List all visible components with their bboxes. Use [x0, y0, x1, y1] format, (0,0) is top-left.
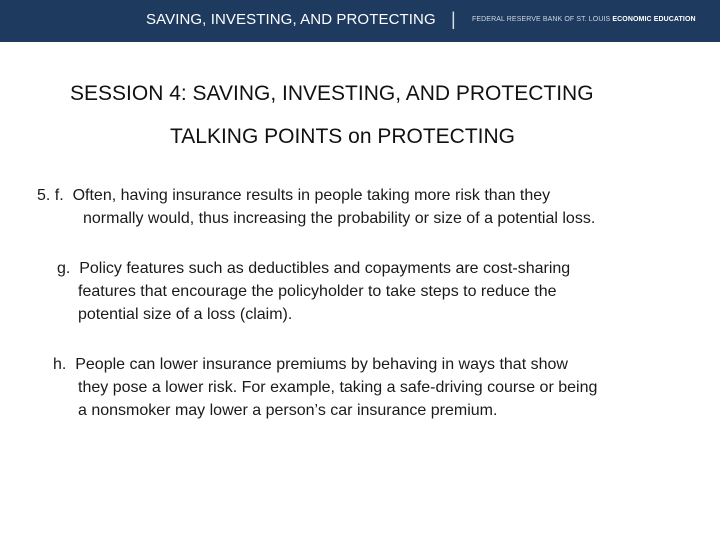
talking-point-line: [37, 184, 687, 207]
header-title: SAVING, INVESTING, AND PROTECTING: [146, 11, 436, 28]
point-marker: 5. f.: [37, 187, 64, 204]
point-text: Often, having insurance results in people taking more risk than they: [72, 187, 551, 204]
point-marker: h.: [53, 356, 67, 373]
talking-point-f: [37, 184, 687, 230]
talking-point-line: [53, 353, 683, 376]
point-marker: g.: [57, 260, 71, 277]
talking-point-g: [57, 257, 667, 326]
point-text: Policy features such as deductibles and copayments are cost-sharing: [79, 260, 571, 277]
header-divider: |: [451, 9, 456, 29]
org-logo-text: [472, 16, 696, 23]
org-name: FEDERAL RESERVE BANK OF ST. LOUIS: [472, 16, 611, 23]
header-banner: [0, 0, 720, 42]
org-program: ECONOMIC EDUCATION: [612, 16, 696, 23]
point-text: People can lower insurance premiums by behaving in ways that show: [75, 356, 568, 373]
session-title: SESSION 4: SAVING, INVESTING, AND PROTECTING: [70, 82, 594, 105]
talking-point-line: features that encourage the policyholder to take steps to reduce the: [78, 283, 557, 300]
talking-point-h: [53, 353, 683, 422]
talking-point-line: normally would, thus increasing the probability or size of a potential loss.: [83, 210, 596, 227]
talking-point-line: they pose a lower risk. For example, taking a safe-driving course or being: [78, 379, 598, 396]
talking-points-title: TALKING POINTS on PROTECTING: [170, 125, 516, 148]
talking-point-line: potential size of a loss (claim).: [78, 306, 293, 323]
talking-point-line: [57, 257, 667, 280]
talking-point-line: a nonsmoker may lower a person’s car insurance premium.: [78, 402, 498, 419]
